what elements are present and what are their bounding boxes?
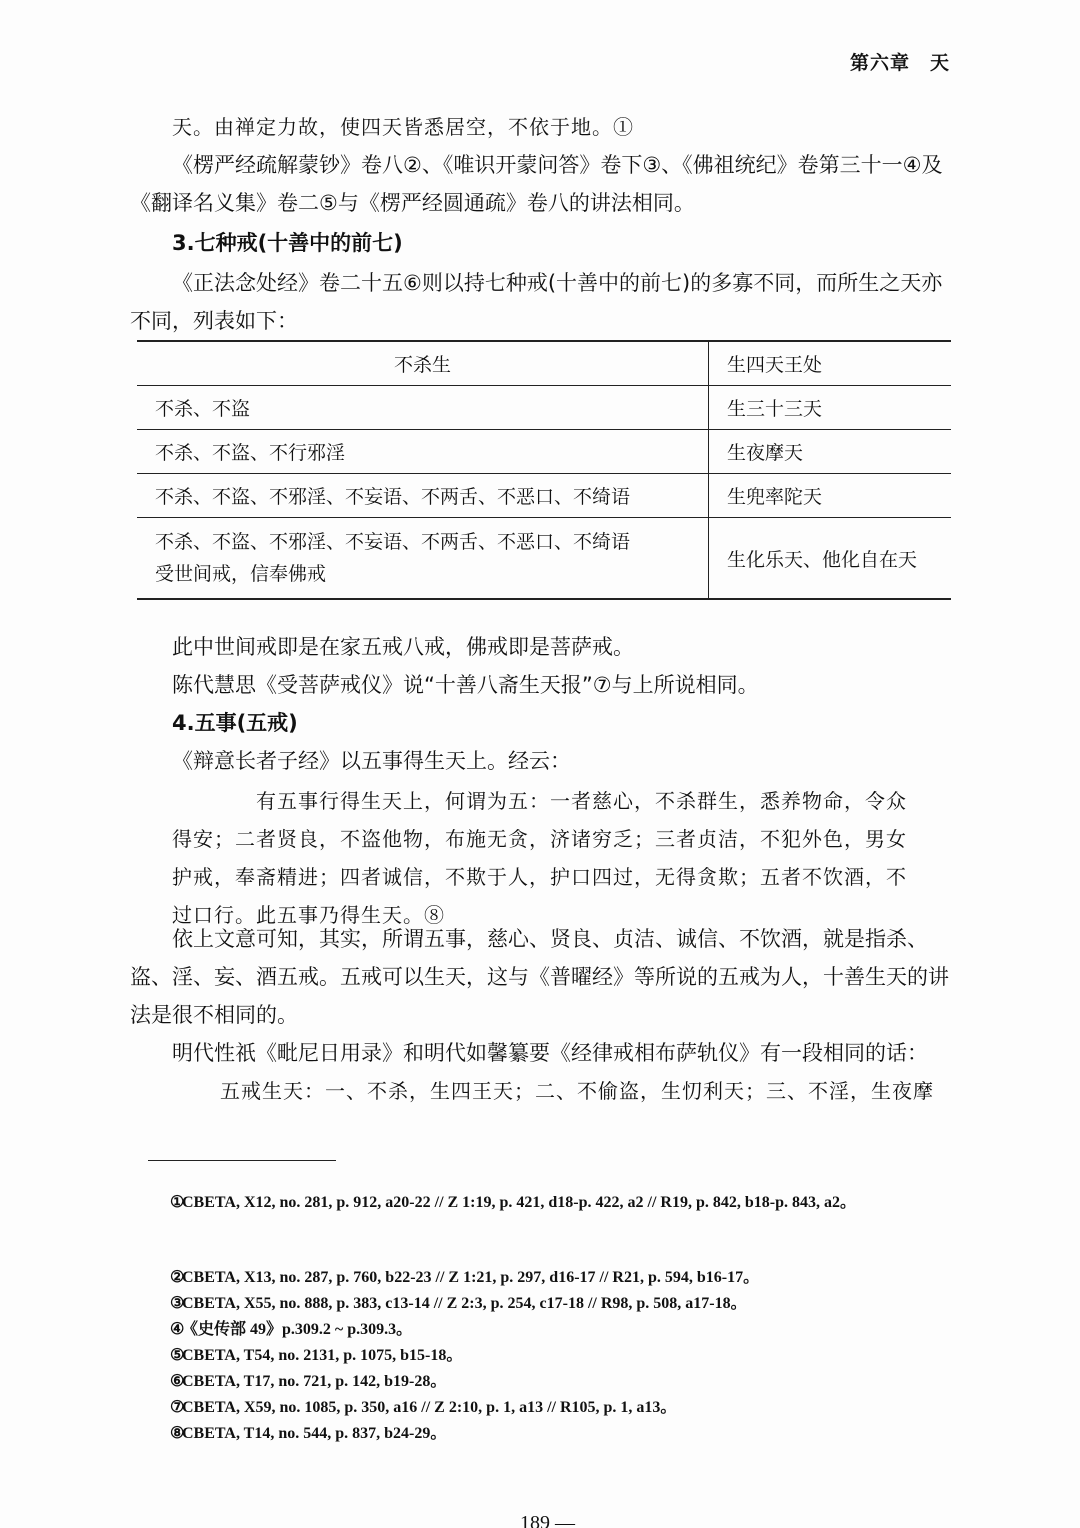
footnote: ⑤CBETA, T54, no. 2131, p. 1075, b15-18。 bbox=[170, 1347, 463, 1364]
table-cell: 不杀、不盗、不邪淫、不妄语、不两舌、不恶口、不绮语 受世间戒，信奉佛戒 bbox=[137, 518, 709, 600]
table-cell: 不杀、不盗、不邪淫、不妄语、不两舌、不恶口、不绮语 bbox=[137, 474, 709, 518]
paragraph: 《辩意长者子经》以五事得生天上。经云： bbox=[172, 749, 571, 773]
paragraph: 《楞严经疏解蒙钞》卷八②、《唯识开蒙问答》卷下③、《佛祖统纪》卷第三十一④及《翻译名义集》卷二⑤与《楞严经圆通疏》卷八的讲法相同。 bbox=[130, 153, 943, 215]
footnote: ⑥CBETA, T17, no. 721, p. 142, b19-28。 bbox=[170, 1373, 447, 1390]
table-cell: 生兜率陀天 bbox=[709, 474, 952, 518]
table-row bbox=[137, 430, 951, 474]
footnote: ④《史传部 49》p.309.2 ~ p.309.3。 bbox=[170, 1321, 413, 1338]
paragraph: 天。由禅定力故，使四天皆悉居空，不依于地。① bbox=[172, 115, 634, 139]
section-heading: 4.五事(五戒) bbox=[172, 711, 298, 735]
table-row bbox=[137, 386, 951, 430]
footnote-divider bbox=[148, 1160, 336, 1161]
footnote: ②CBETA, X13, no. 287, p. 760, b22-23 // Z 1:21, p. 297, d16-17 // R21, p. 594, b16-17。 bbox=[170, 1269, 760, 1286]
table-header: 不杀生 bbox=[137, 341, 709, 386]
section-heading: 3.七种戒(十善中的前七) bbox=[172, 231, 403, 255]
table-cell: 生夜摩天 bbox=[709, 430, 952, 474]
precepts-table bbox=[137, 340, 951, 600]
table-cell: 不杀、不盗、不行邪淫 bbox=[137, 430, 709, 474]
table-row bbox=[137, 474, 951, 518]
table-cell: 不杀、不盗 bbox=[137, 386, 709, 430]
footnote: ③CBETA, X55, no. 888, p. 383, c13-14 // Z 2:3, p. 254, c17-18 // R98, p. 508, a17-18。 bbox=[170, 1295, 747, 1312]
page-number: 189 — bbox=[520, 1512, 575, 1528]
paragraph: 依上文意可知，其实，所谓五事，慈心、贤良、贞洁、诚信、不饮酒，就是指杀、盗、淫、妄、酒五戒。五戒可以生天，这与《普曜经》等所说的五戒为人，十善生天的讲法是很不相同的。 bbox=[130, 927, 949, 1027]
footnote: ①CBETA, X12, no. 281, p. 912, a20-22 // Z 1:19, p. 421, d18-p. 422, a2 // R19, p. 842, b18-p. 843, a2。 bbox=[170, 1194, 856, 1211]
quotation: 有五事行得生天上，何谓为五：一者慈心，不杀群生，悉养物命，令众得安；二者贤良，不盗他物，布施无贪，济诸穷乏；三者贞洁，不犯外色，男女护戒，奉斋精进；四者诚信，不欺于人，护口四过，无得贪欺；五者不饮酒，不过口行。此五事乃得生天。⑧ bbox=[172, 789, 907, 927]
table-row bbox=[137, 518, 951, 600]
paragraph: 明代性祇《毗尼日用录》和明代如馨纂要《经律戒相布萨轨仪》有一段相同的话： bbox=[172, 1041, 928, 1065]
paragraph: 此中世间戒即是在家五戒八戒，佛戒即是菩萨戒。 bbox=[172, 635, 634, 659]
table-cell: 生三十三天 bbox=[709, 386, 952, 430]
footnote: ⑦CBETA, X59, no. 1085, p. 350, a16 // Z 2:10, p. 1, a13 // R105, p. 1, a13。 bbox=[170, 1399, 677, 1416]
paragraph: 《正法念处经》卷二十五⑥则以持七种戒(十善中的前七)的多寡不同，而所生之天亦不同，列表如下： bbox=[130, 271, 943, 333]
paragraph: 陈代慧思《受菩萨戒仪》说“十善八斋生天报”⑦与上所说相同。 bbox=[172, 673, 759, 697]
table-header: 生四天王处 bbox=[709, 341, 952, 386]
table-cell: 生化乐天、他化自在天 bbox=[709, 518, 952, 600]
quotation: 五戒生天：一、不杀，生四王天；二、不偷盗，生忉利天；三、不淫，生夜摩 bbox=[220, 1079, 934, 1103]
running-header: 第六章 天 bbox=[849, 52, 950, 74]
footnote: ⑧CBETA, T14, no. 544, p. 837, b24-29。 bbox=[170, 1425, 447, 1442]
